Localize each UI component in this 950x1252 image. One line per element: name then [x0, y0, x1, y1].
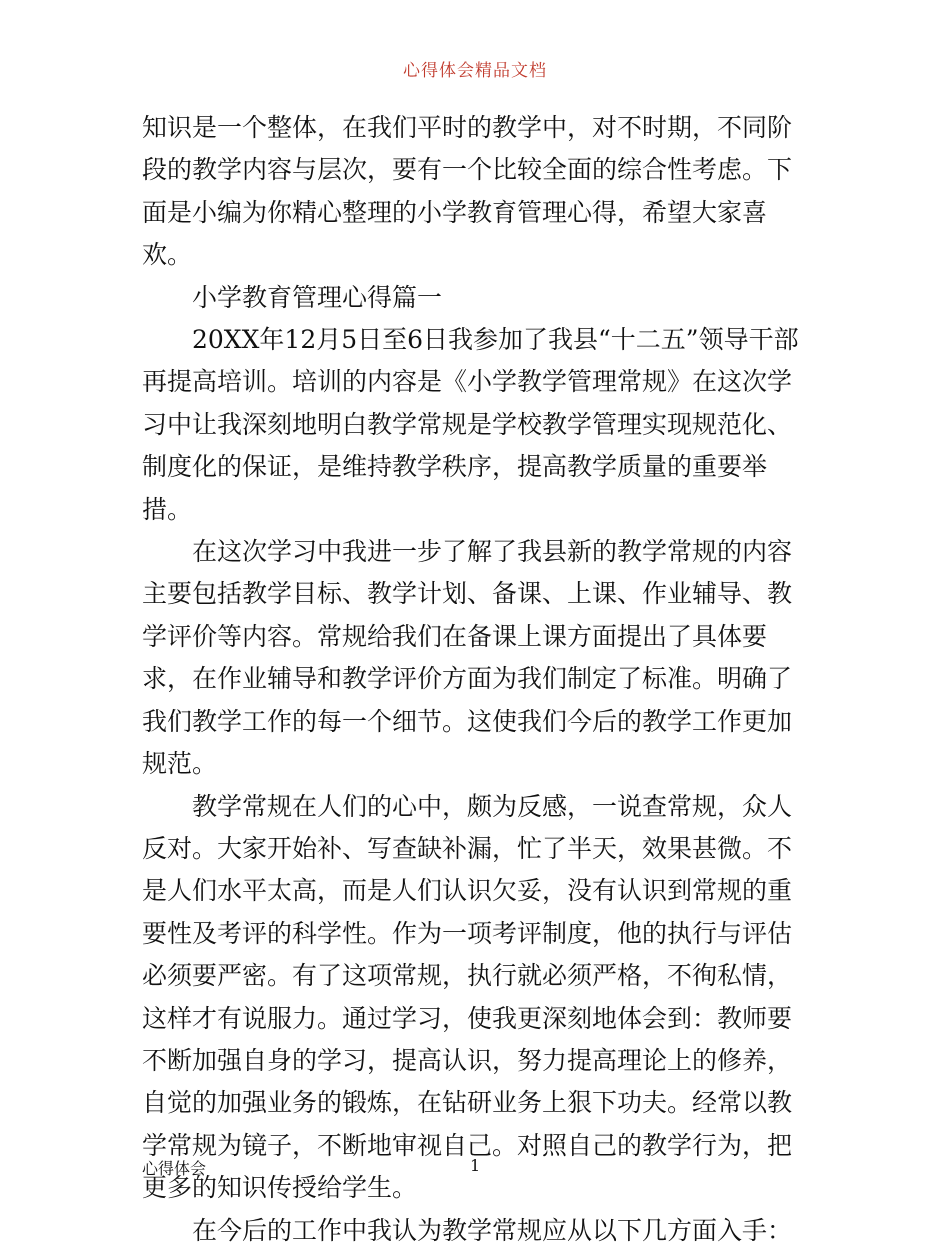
section-heading: 小学教育管理心得篇一: [192, 282, 443, 312]
page-header-title: 心得体会精品文档: [403, 61, 547, 81]
page-number: 1: [470, 1156, 481, 1175]
paragraph-content: 在这次学习中我进一步了解了我县新的教学常规的内容主要包括教学目标、教学计划、备课、上课、作业辅导、教学评价等内容。常规给我们在备课上课方面提出了具体要求，在作业辅导和教学评价方面为我们制定了标准。明确了我们教学工作的每一个细节。这使我们今后的教学工作更加规范。: [142, 537, 793, 779]
paragraph-reflection: 教学常规在人们的心中，颇为反感，一说查常规，众人反对。大家开始补、写查缺补漏，忙了半天，效果甚微。不是人们水平太高，而是人们认识欠妥，没有认识到常规的重要性及考评的科学性。作为一项考评制度，他的执行与评估必须要严密。有了这项常规，执行就必须严格，不徇私情，这样才有说服力。通过学习，使我更深刻地体会到：教师要不断加强自身的学习，提高认识，努力提高理论上的修养，自觉的加强业务的锻炼，在钻研业务上狠下功夫。经常以教学常规为镜子，不断地审视自己。对照自己的教学行为，把更多的知识传授给学生。: [142, 791, 793, 1203]
paragraph-training: 20XX年12月5日至6日我参加了我县“十二五”领导干部再提高培训。培训的内容是《小学教学管理常规》在这次学习中让我深刻地明白教学常规是学校教学管理实现规范化、制度化的保证，是维持教学秩序，提高教学质量的重要举措。: [142, 325, 799, 524]
footer-label: 心得体会: [142, 1159, 207, 1178]
paragraph-future: 在今后的工作中我认为教学常规应从以下几方面入手：: [192, 1215, 793, 1245]
paragraph-intro: 知识是一个整体，在我们平时的教学中，对不时期，不同阶段的教学内容与层次，要有一个比较全面的综合性考虑。下面是小编为你精心整理的小学教育管理心得，希望大家喜欢。: [142, 113, 793, 270]
document-body: [142, 107, 812, 1252]
